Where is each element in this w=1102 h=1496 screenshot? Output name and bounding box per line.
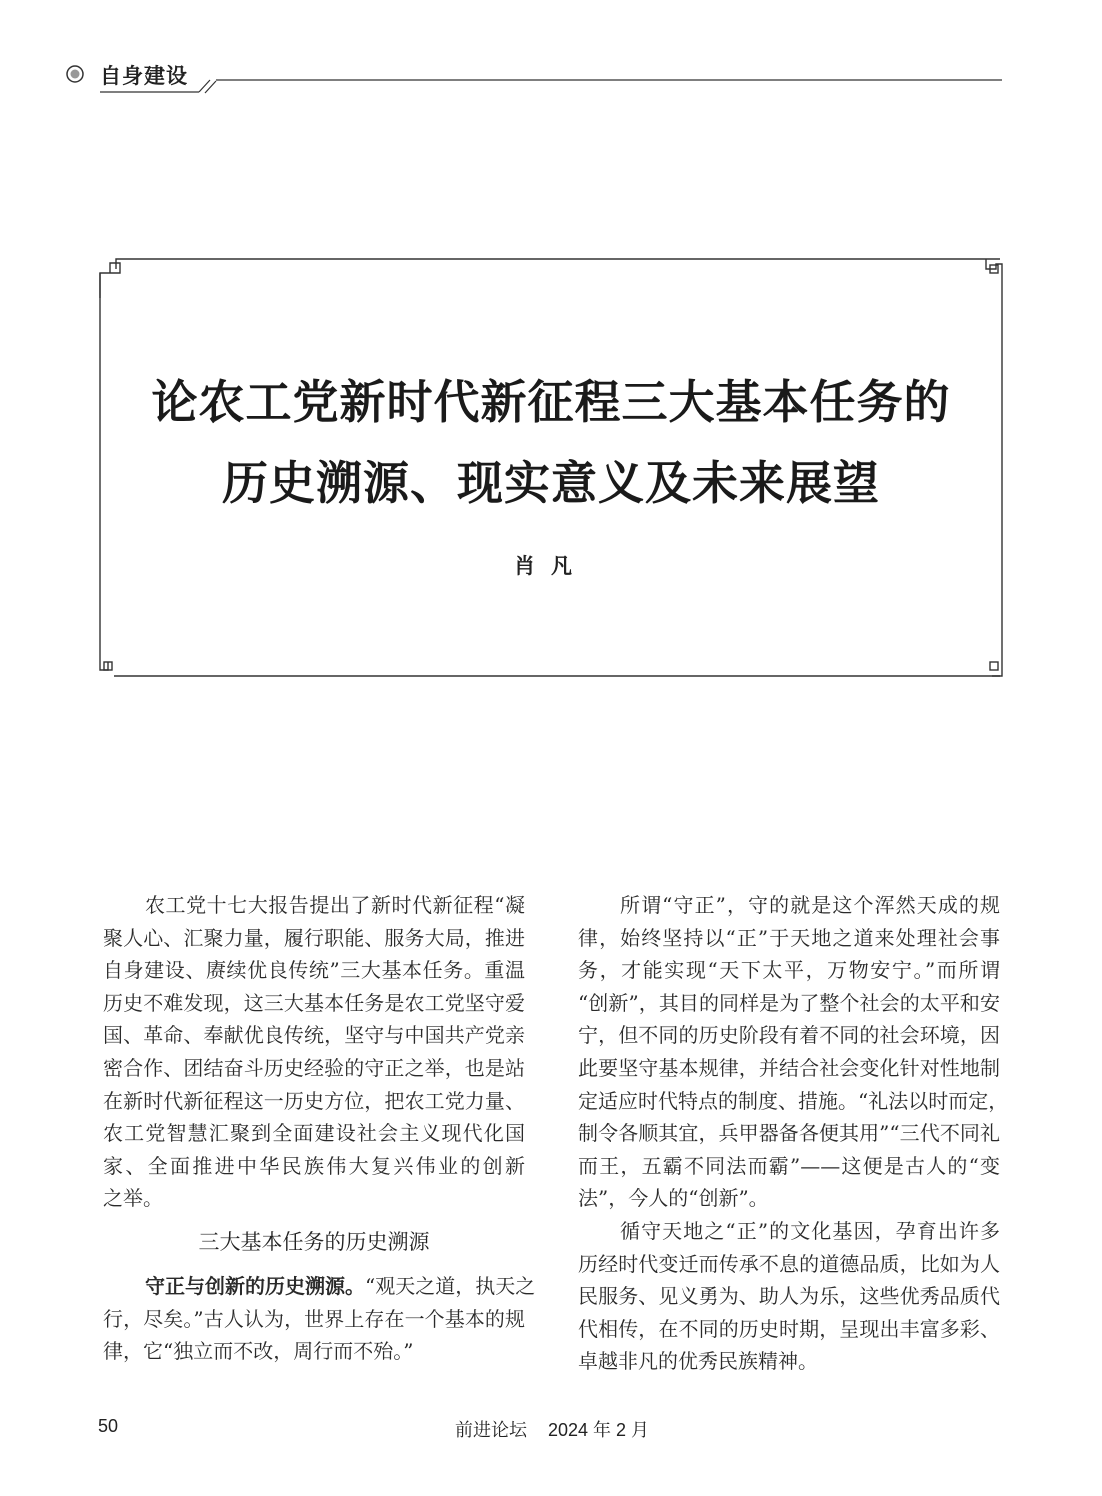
text-line: 代相传，在不同的历史时期，呈现出丰富多彩、 <box>578 1316 1000 1341</box>
text-line: 宁，但不同的历史阶段有着不同的社会环境，因 <box>578 1023 1000 1048</box>
text-line: 国、革命、奉献优良传统，坚守与中国共产党亲 <box>103 1023 525 1048</box>
text-line <box>103 1270 536 1303</box>
text-line: 此要坚守基本规律，并结合社会变化针对性地制 <box>578 1055 1000 1080</box>
text-line: 务，才能实现“天下太平，万物安宁。”而所谓 <box>578 958 1000 983</box>
page-number: 50 <box>98 1416 119 1436</box>
text-line: 循守天地之“正”的文化基因，孕育出许多 <box>620 1218 1000 1243</box>
left-column <box>103 889 536 1368</box>
article-title-line-1: 论农工党新时代新征程三大基本任务的 <box>151 375 951 429</box>
text-line: 而王，五霸不同法而霸”——这便是古人的“变 <box>578 1153 1000 1178</box>
body-paragraph <box>578 889 1009 1215</box>
text-line: 聚人心、汇聚力量，履行职能、服务大局，推进 <box>103 925 525 950</box>
section-heading: 三大基本任务的历史溯源 <box>198 1229 430 1254</box>
issue-date: 2024 年 2 月 <box>548 1420 650 1440</box>
text-line: 制令各顺其宜，兵甲器备各便其用”“三代不同礼 <box>578 1121 1000 1146</box>
text-line: 律，它“独立而不改，周行而不殆。” <box>103 1339 414 1364</box>
body-paragraph <box>578 1215 1000 1378</box>
text-line-rest: “观天之道，执天之 <box>365 1273 536 1298</box>
text-line: 密合作、团结奋斗历史经验的守正之举，也是站 <box>103 1055 525 1080</box>
text-line: 法”，今人的“创新”。 <box>578 1186 769 1211</box>
header-rule <box>100 80 1002 93</box>
text-line: 在新时代新征程这一历史方位，把农工党力量、 <box>103 1088 525 1113</box>
body-paragraph <box>103 1270 536 1368</box>
right-column <box>578 889 1009 1378</box>
section-label: 自身建设 <box>100 63 188 88</box>
text-line: 行，尽矣。”古人认为，世界上存在一个基本的规 <box>103 1306 525 1331</box>
text-line: “创新”，其目的同样是为了整个社会的太平和安 <box>578 990 1000 1015</box>
body-paragraph <box>103 889 525 1215</box>
text-line: 自身建设、赓续优良传统”三大基本任务。重温 <box>103 958 525 983</box>
text-line: 农工党智慧汇聚到全面建设社会主义现代化国 <box>103 1121 525 1146</box>
target-circle-icon <box>67 66 83 82</box>
text-line: 定适应时代特点的制度、措施。“礼法以时而定， <box>578 1088 1009 1113</box>
text-line: 民服务、见义勇为、助人为乐，这些优秀品质代 <box>578 1284 1000 1309</box>
text-line: 之举。 <box>103 1186 163 1211</box>
publication-name: 前进论坛 <box>455 1420 527 1440</box>
text-line: 家、全面推进中华民族伟大复兴伟业的创新 <box>103 1153 525 1178</box>
text-line: 律，始终坚持以“正”于天地之道来处理社会事 <box>578 925 1000 950</box>
text-line: 所谓“守正”，守的就是这个浑然天成的规 <box>620 893 1000 917</box>
article-title-line-2: 历史溯源、现实意义及未来展望 <box>222 456 880 510</box>
paragraph-lead: 守正与创新的历史溯源。 <box>145 1273 365 1298</box>
article-author: 肖凡 <box>514 554 588 578</box>
text-line: 农工党十七大报告提出了新时代新征程“凝 <box>145 893 525 917</box>
text-line: 历史不难发现，这三大基本任务是农工党坚守爱 <box>103 990 525 1015</box>
text-line: 历经时代变迁而传承不息的道德品质，比如为人 <box>578 1251 1000 1276</box>
text-line: 卓越非凡的优秀民族精神。 <box>578 1349 818 1374</box>
